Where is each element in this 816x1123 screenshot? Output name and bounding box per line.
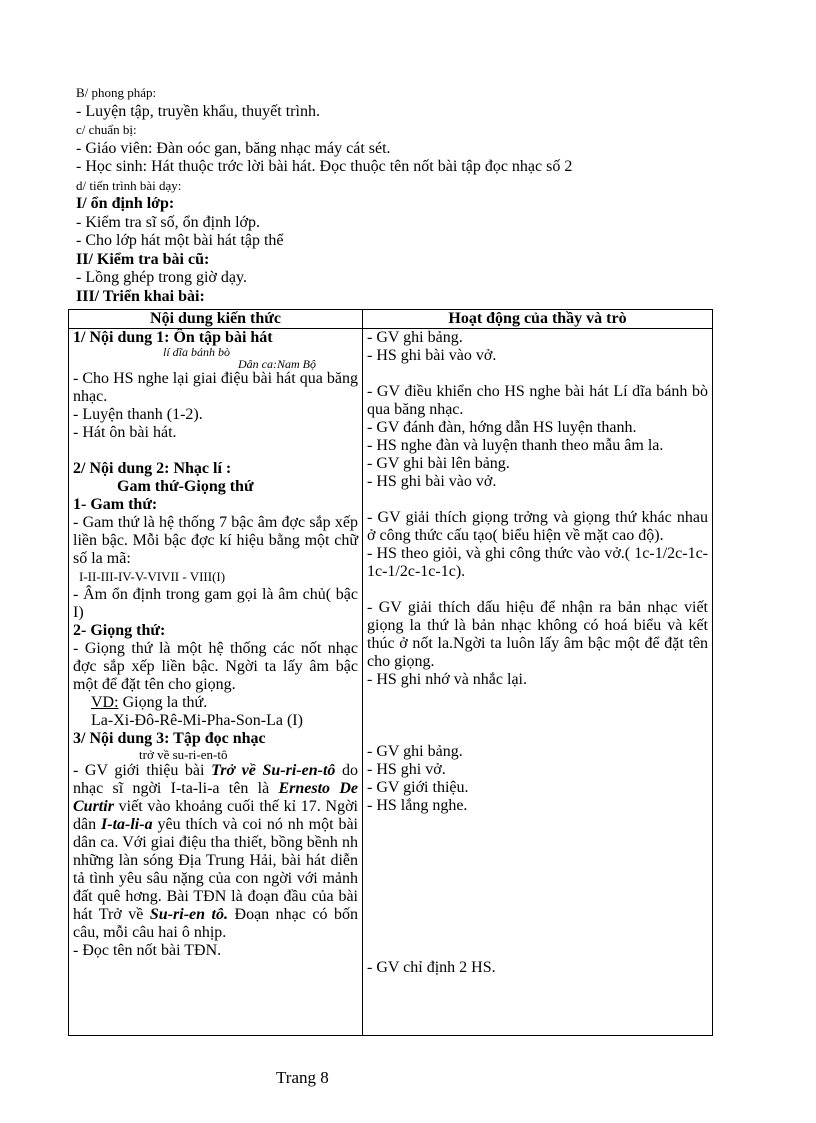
- content-3-title: 3/ Nội dung 3: Tập đọc nhạc: [73, 730, 266, 747]
- paragraph-part-2: do nhạc sĩ ngời I-ta-li-a tên là: [73, 762, 358, 797]
- composer-name: Ernesto De Curtir: [73, 780, 358, 815]
- activity-12: - GV ghi bảng.: [367, 743, 463, 760]
- activity-9: - HS theo giỏi, và ghi công thức vào vở.( 1c-1/2c-1c-1c-1/2c-1c-1c).: [367, 545, 708, 580]
- activity-14: - GV giới thiệu.: [367, 779, 469, 796]
- activity-15: - HS lắng nghe.: [367, 797, 468, 814]
- paragraph-part-3: viết vào khoảng cuối thế kỉ 17. Ngời dân: [73, 798, 358, 833]
- minor-key-title: 2- Giọng thứ:: [73, 622, 166, 639]
- activities-cell: [363, 329, 713, 1036]
- content-1-line2: - Luyện thanh (1-2).: [73, 406, 203, 423]
- minor-key-line1: - Giọng thứ là một hệ thống các nốt nhạc đợc sắp xếp liền bậc. Ngời ta lấy âm bậc một để đặt tên cho giọng.: [73, 640, 358, 693]
- minor-key-scale: La-Xi-Đô-Rê-Mi-Pha-Son-La (I): [91, 712, 303, 729]
- example-label: VD:: [91, 694, 119, 711]
- paragraph-part-5: Đoạn nhạc có bốn câu, mỗi câu hai ô nhịp.: [73, 906, 359, 941]
- activity-8: - GV giải thích giọng trởng và giọng thứ khác nhau ở công thức cấu tạo( biểu hiện về mặt cao độ).: [367, 509, 708, 544]
- paragraph-part-1: - GV giới thiệu bài: [73, 762, 212, 779]
- activity-11: - HS ghi nhớ và nhắc lại.: [367, 671, 527, 688]
- content-3-paragraph: [73, 762, 358, 942]
- content-1-line3: - Hát ôn bài hát.: [73, 424, 177, 441]
- section-1-line2: - Cho lớp hát một bài hát tập thể: [76, 232, 284, 249]
- lesson-table: [68, 309, 713, 1036]
- activity-2: - HS ghi bài vào vở.: [367, 347, 497, 364]
- section-b-line: - Luyện tập, truyền khẩu, thuyết trình.: [76, 102, 320, 120]
- section-c-student: - Học sinh: Hát thuộc trớc lời bài hát. Đọc thuộc tên nốt bài tập đọc nhạc số 2: [76, 158, 573, 175]
- content-2-title: 2/ Nội dung 2: Nhạc lí :: [73, 460, 232, 477]
- section-3-heading: III/ Triển khai bài:: [76, 287, 205, 305]
- song-title: Trở về Su-ri-en-tô: [211, 762, 336, 779]
- column-header-activities: Hoạt động của thầy và trò: [363, 310, 713, 329]
- section-c-teacher: - Giáo viên: Đàn oóc gan, băng nhạc máy cát sét.: [76, 139, 391, 157]
- content-3-last-line: - Đọc tên nốt bài TĐN.: [73, 942, 222, 959]
- content-cell: [69, 329, 363, 1036]
- lesson-intro: [76, 84, 726, 306]
- paragraph-part-4: yêu thích và coi nó nh một bài dân ca. Với giai điệu tha thiết, bồng bềnh nh những làn sóng Địa Trung Hải, bài hát diễn tả tình yêu sâu nặng của con ngời với mảnh đất quê hơng. Bài TĐN là đoạn đầu của bài hát Trở về: [73, 816, 358, 923]
- content-1-song: lí dĩa bánh bò: [163, 345, 231, 359]
- activity-1: - GV ghi bảng.: [367, 329, 463, 346]
- country-name: I-ta-li-a: [101, 816, 153, 833]
- section-1-heading: I/ ổn định lớp:: [76, 195, 175, 212]
- activity-6: - GV ghi bài lên bảng.: [367, 455, 510, 472]
- section-b-heading: B/ phong pháp:: [76, 85, 157, 100]
- song-title-2: Su-ri-en tô.: [149, 906, 228, 923]
- minor-scale-line1: - Gam thứ là hệ thống 7 bậc âm đợc sắp xếp liền bậc. Mỗi bậc đợc kí hiệu bằng một chữ số la mã:: [73, 514, 358, 567]
- example-text: Giọng la thứ.: [118, 694, 208, 711]
- section-2-line: - Lồng ghép trong giờ dạy.: [76, 269, 247, 286]
- activity-16: - GV chỉ định 2 HS.: [367, 959, 496, 976]
- column-header-content: Nội dung kiến thức: [69, 310, 363, 329]
- activity-13: - HS ghi vở.: [367, 761, 446, 778]
- section-1-line1: - Kiểm tra sĩ số, ổn định lớp.: [76, 213, 260, 231]
- minor-scale-roman: I-II-III-IV-V-VIVII - VIII(I): [79, 569, 226, 584]
- content-3-song: trở về su-ri-en-tô: [139, 747, 228, 762]
- activity-10: - GV giải thích dấu hiệu để nhận ra bản nhạc viết giọng la thứ là bản nhạc không có hoá biểu và kết thúc ở nốt la.Ngời ta luôn lấy âm bậc một để đặt tên cho giọng.: [367, 599, 708, 670]
- minor-scale-title: 1- Gam thứ:: [73, 496, 158, 513]
- section-d-heading: d/ tiến trình bài dạy:: [76, 177, 182, 193]
- activity-3: - GV điều khiển cho HS nghe bài hát Lí dĩa bánh bò qua băng nhạc.: [367, 383, 708, 418]
- activity-5: - HS nghe đàn và luyện thanh theo mẫu âm la.: [367, 437, 664, 454]
- minor-key-example: [73, 694, 358, 712]
- content-2-subtitle: Gam thứ-Giọng thứ: [117, 478, 254, 495]
- content-1-line1: - Cho HS nghe lại giai điệu bài hát qua băng nhạc.: [73, 370, 358, 405]
- section-2-heading: II/ Kiểm tra bài cũ:: [76, 250, 210, 268]
- content-1-origin: Dân ca:Nam Bộ: [238, 357, 316, 371]
- page-number: Trang 8: [276, 1068, 329, 1087]
- section-c-heading: c/ chuẩn bị:: [76, 122, 137, 137]
- activity-4: - GV đánh đàn, hớng dẫn HS luyện thanh.: [367, 419, 637, 436]
- minor-scale-line2: - Âm ổn định trong gam gọi là âm chủ( bậc I): [73, 586, 358, 621]
- content-1-title: 1/ Nội dung 1: Ôn tập bài hát: [73, 329, 273, 346]
- activity-7: - HS ghi bài vào vở.: [367, 473, 497, 490]
